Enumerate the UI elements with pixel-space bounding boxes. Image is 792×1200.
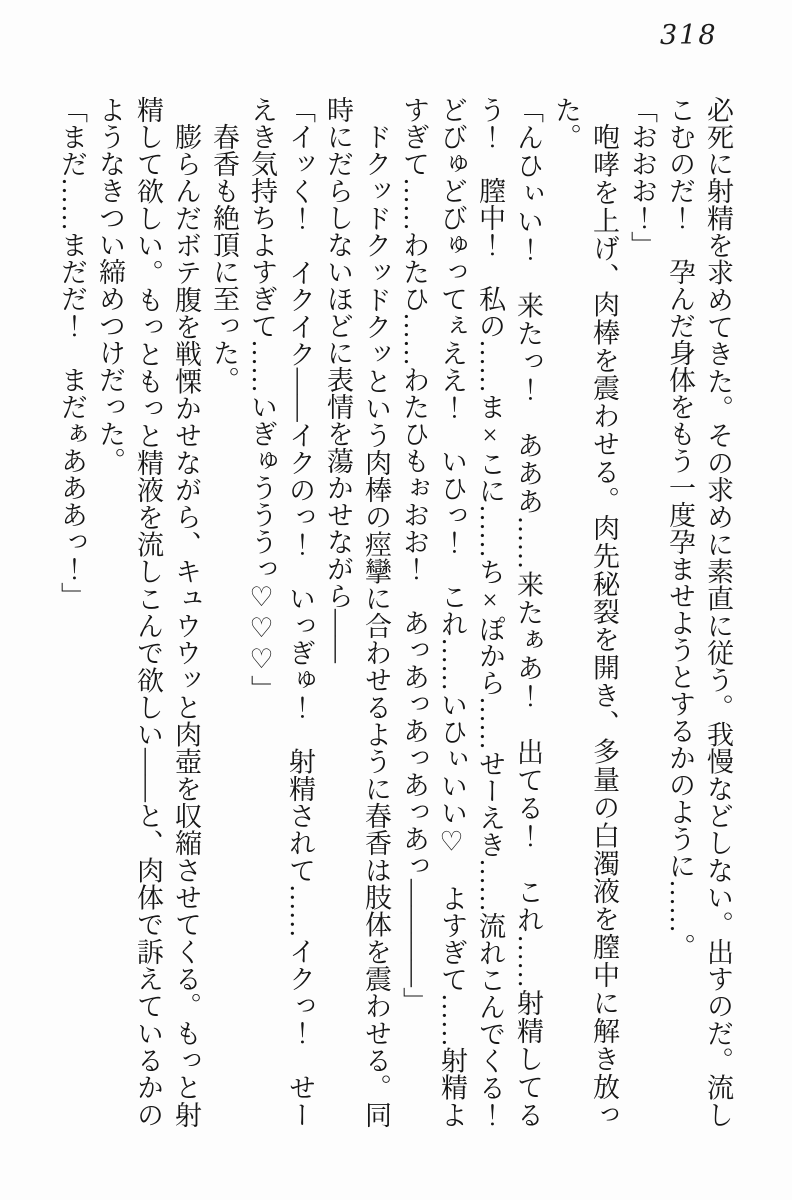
paragraph-dialogue-1: 「おおお！」 bbox=[627, 96, 657, 258]
paragraph-dialogue-4: 「まだ……まだだ！ まだぁあああっ！」 bbox=[57, 96, 87, 609]
paragraph-narration-1: 必死に射精を求めてきた。その求めに素直に従う。我慢などしない。出すのだ。流しこむのだ！ 孕んだ身体をもう一度孕ませようとするかのように……。 bbox=[665, 96, 733, 1128]
paragraph-narration-4: 春香も絶頂に至った。 bbox=[209, 123, 239, 393]
paragraph-narration-5: 膨らんだボテ腹を戦慄かせながら、キュウウッと肉壺を収縮させてくる。もっと射精して欲しい。もっともっと精液を流しこんで欲しい――と、肉体で訴えているかのようなきつい締めつけだった。 bbox=[95, 96, 201, 1128]
page-number: 318 bbox=[660, 20, 718, 51]
paragraph-narration-3: ドクッドクッドクッという肉棒の痙攣に合わせるように春香は肢体を震わせる。同時にだらしないほどに表情を蕩かせながら―― bbox=[323, 96, 391, 1128]
body-text bbox=[53, 96, 737, 1128]
paragraph-dialogue-2: 「んひぃい！ 来たっ！ あああ……来たぁあ！ 出てる！ これ……射精してるう！ 膣中！ 私の……ま×こに……ち×ぽから……せーえき……流れこんでくる！どびゅどびゅってぇええ！ いひっ！ これ……いひぃいい♡ よすぎて……射精よすぎて……わたひ……わたひもぉおお！ あっあっあっあっあっ――――」 bbox=[399, 96, 543, 1128]
paragraph-narration-2: 咆哮を上げ、肉棒を震わせる。肉先秘裂を開き、多量の白濁液を膣中に解き放った。 bbox=[551, 96, 619, 1128]
paragraph-dialogue-3: 「イッく！ イクイク――イクのっ！ いっぎゅ！ 射精されて……イクっ！ せーえき気持ちよすぎて……いぎゅうううっ♡♡♡」 bbox=[247, 96, 315, 1128]
